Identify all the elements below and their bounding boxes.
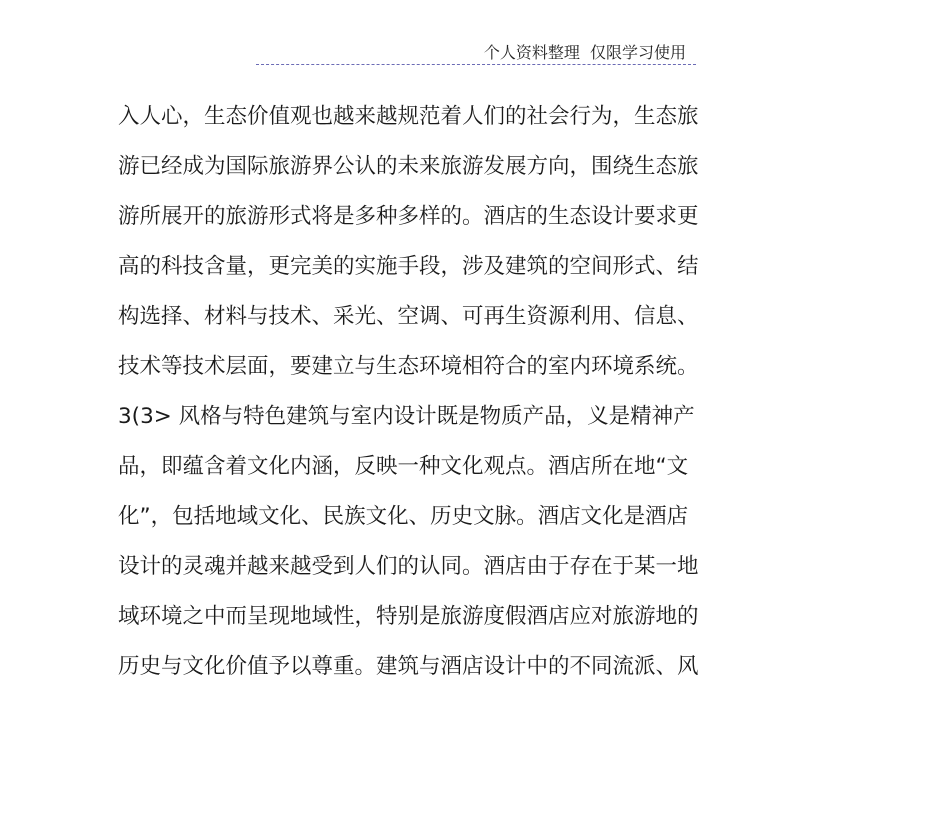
- text-line: 游已经成为国际旅游界公认的未来旅游发展方向，围绕生态旅: [118, 154, 699, 179]
- text-line: 化”，包括地域文化、民族文化、历史文脉。酒店文化是酒店: [118, 504, 689, 529]
- text-line: 3(3> 风格与特色建筑与室内设计既是物质产品，义是精神产: [118, 404, 695, 429]
- text-line: 技术等技术层面，要建立与生态环境相符合的室内环境系统。: [118, 354, 699, 379]
- text-line: 品，即蕴含着文化内涵，反映一种文化观点。酒店所在地“文: [118, 454, 689, 479]
- text-line: 设计的灵魂并越来越受到人们的认同。酒店由于存在于某一地: [118, 554, 699, 579]
- text-line: 入人心，生态价值观也越来越规范着人们的社会行为，生态旅: [118, 104, 699, 129]
- text-line: 域环境之中而呈现地域性，特别是旅游度假酒店应对旅游地的: [118, 604, 699, 629]
- text-line: 构选择、材料与技术、采光、空调、可再生资源利用、信息、: [118, 304, 699, 329]
- body-text: [118, 92, 758, 692]
- header-text: 个人资料整理 仅限学习使用: [483, 43, 686, 62]
- page-header: [256, 42, 696, 65]
- text-line: 高的科技含量，更完美的实施手段，涉及建筑的空间形式、结: [118, 254, 699, 279]
- text-line: 游所展开的旅游形式将是多种多样的。酒店的生态设计要求更: [118, 204, 699, 229]
- text-line: 历史与文化价值予以尊重。建筑与酒店设计中的不同流派、风: [118, 654, 699, 679]
